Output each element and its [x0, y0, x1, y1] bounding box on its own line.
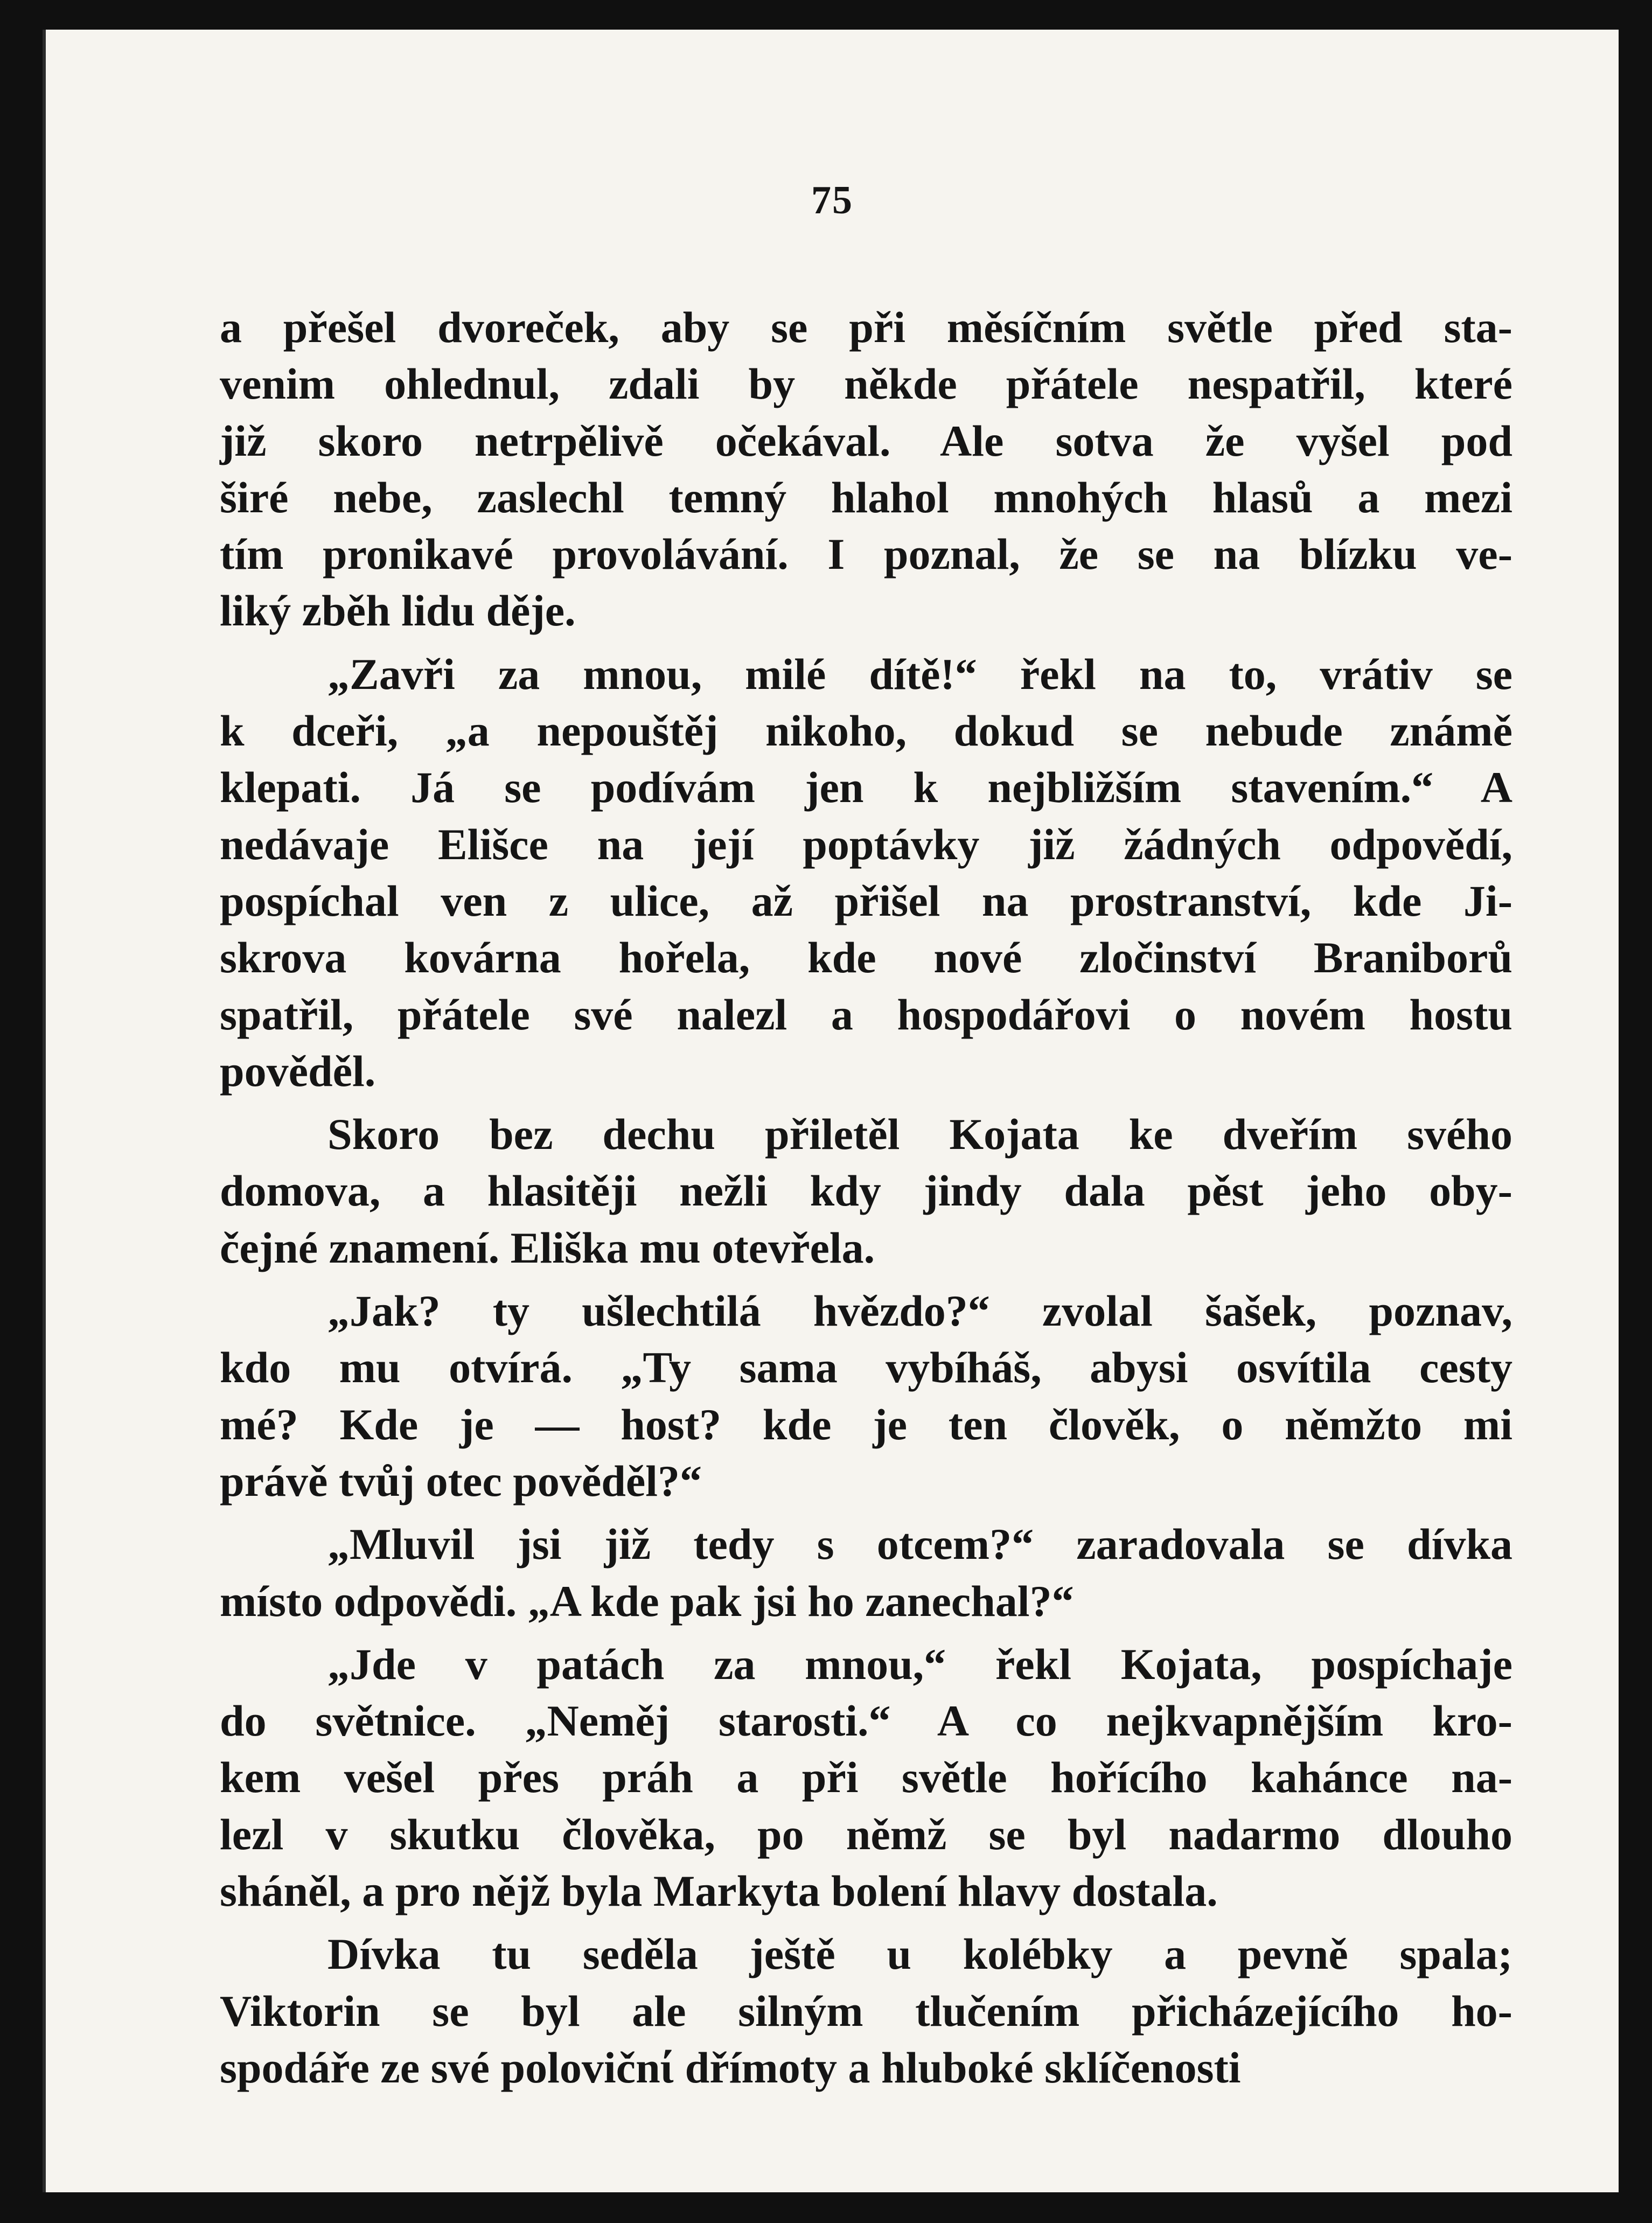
paragraph — [220, 1516, 1512, 1629]
text-line: již skoro netrpělivě očekával. Ale sotva že vyšel pod — [220, 416, 1512, 465]
text-line: k dceři, „a nepouštěj nikoho, dokud se nebude známě — [220, 706, 1512, 756]
text-line: širé nebe, zaslechl temný hlahol mnohých hlasů a mezi — [220, 472, 1512, 522]
text-line: do světnice. „Neměj starosti.“ A co nejkvapnějším kro- — [220, 1696, 1512, 1746]
text-line: mé? Kde je — host? kde je ten člověk, o němžto mi — [220, 1399, 1512, 1449]
book-page — [43, 30, 1619, 2192]
text-line: nedávaje Elišce na její poptávky již žádných odpovědí, — [220, 819, 1512, 869]
text-line: lezl v skutku člověka, po němž se byl nadarmo dlouho — [220, 1809, 1512, 1859]
text-line: místo odpovědi. „A kde pak jsi ho zanechal?“ — [220, 1576, 1074, 1626]
text-line: venim ohlednul, zdali by někde přátele nespatřil, které — [220, 359, 1512, 409]
text-line: pospíchal ven z ulice, až přišel na prostranství, kde Ji- — [220, 876, 1512, 925]
text-line: „Jde v patách za mnou,“ řekl Kojata, pospíchaje — [327, 1639, 1512, 1689]
text-line: „Jak? ty ušlechtilá hvězdo?“ zvolal šašek, poznav, — [327, 1286, 1512, 1336]
paragraph — [220, 1106, 1512, 1276]
text-line: „Zavři za mnou, milé dítě!“ řekl na to, vrátiv se — [327, 649, 1512, 699]
paragraph — [220, 1283, 1512, 1509]
text-line: sháněl, a pro nějž byla Markyta bolení hlavy dostala. — [220, 1866, 1218, 1916]
paragraph-gap — [220, 1509, 1512, 1516]
text-line: klepati. Já se podívám jen k nejbližším stavením.“ A — [220, 763, 1512, 812]
text-line: kem vešel přes práh a při světle hořícího kahánce na- — [220, 1753, 1512, 1802]
paragraph-gap — [220, 1276, 1512, 1283]
text-line: pověděl. — [220, 1046, 376, 1096]
paragraph — [220, 1636, 1512, 1919]
text-line: spatřil, přátele své nalezl a hospodářovi o novém hostu — [220, 989, 1512, 1039]
text-line: Viktorin se byl ale silným tlučením přicházejícího ho- — [220, 1986, 1512, 2036]
text-line: právě tvůj otec pověděl?“ — [220, 1456, 702, 1506]
text-line: Dívka tu seděla ještě u kolébky a pevně spala; — [327, 1929, 1512, 1979]
text-line: liký zběh lidu děje. — [220, 586, 576, 636]
paragraph-gap — [220, 1919, 1512, 1926]
paragraph — [220, 646, 1512, 1099]
text-line: a přešel dvoreček, aby se při měsíčním světle před sta- — [220, 303, 1512, 352]
text-line: kdo mu otvírá. „Ty sama vybíháš, abysi osvítila cesty — [220, 1343, 1512, 1392]
text-line: „Mluvil jsi již tedy s otcem?“ zaradovala se dívka — [327, 1520, 1512, 1569]
paragraph — [220, 1926, 1512, 2096]
text-line: čejné znamení. Eliška mu otevřela. — [220, 1223, 875, 1272]
page-number: 75 — [811, 178, 853, 222]
paragraph-gap — [220, 639, 1512, 646]
paragraph — [220, 299, 1512, 639]
paragraph-gap — [220, 1629, 1512, 1636]
text-line: domova, a hlasitěji nežli kdy jindy dala pěst jeho oby- — [220, 1166, 1512, 1216]
text-line: spodáře ze své polovičnί dřímoty a hluboké sklíčenosti — [220, 2043, 1241, 2092]
body-text — [220, 299, 1512, 2096]
text-line: skrova kovárna hořela, kde nové zločinství Braniborů — [220, 933, 1512, 982]
text-line: tím pronikavé provolávání. I poznal, že se na blízku ve- — [220, 529, 1512, 579]
paragraph-gap — [220, 1099, 1512, 1106]
text-line: Skoro bez dechu přiletěl Kojata ke dveřím svého — [327, 1110, 1512, 1159]
